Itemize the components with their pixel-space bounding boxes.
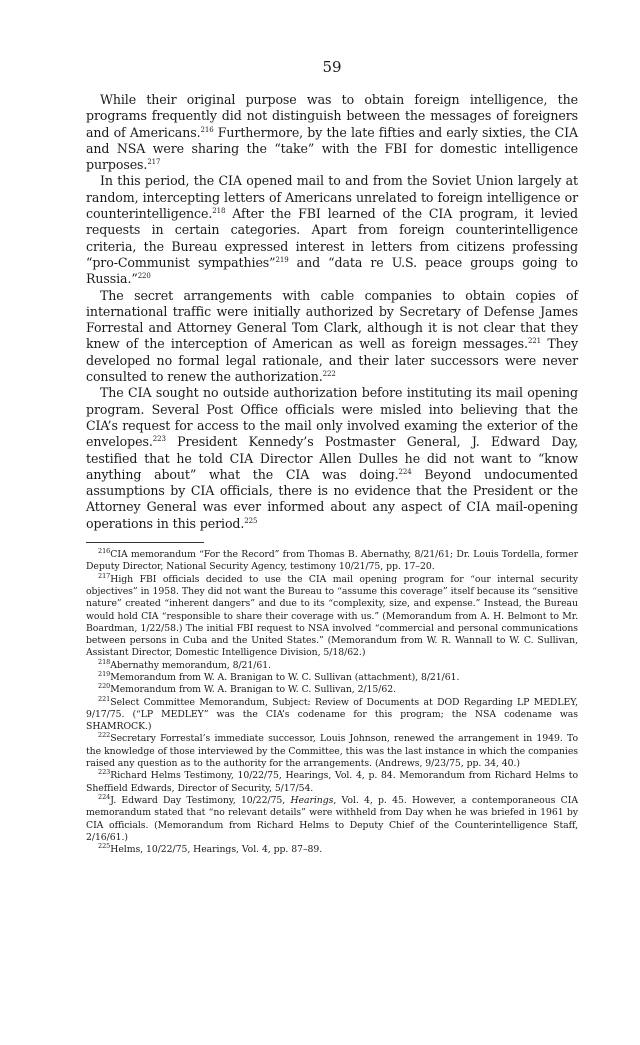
paragraph-3: The secret arrangements with cable companies to obtain copies of international traffic were initially authorized by Secretary of Defense James Forrestal and Attorney General Tom Clark, although it is not clear that they knew of the interception of American as well as foreign messages.$^{221}$ They developed no formal legal rationale, and their later successors were never consulted to renew the authorization.$^{222}$ bbox=[86, 287, 578, 385]
footnote-ref-220[interactable]: 220 bbox=[137, 272, 151, 281]
footnote-divider bbox=[86, 542, 204, 543]
footnote-ref-221[interactable]: 221 bbox=[527, 337, 541, 346]
footnote-ref-219[interactable]: 219 bbox=[275, 255, 289, 264]
footnote-ref-223[interactable]: 223 bbox=[152, 435, 166, 444]
paragraph-1: While their original purpose was to obtain foreign intelligence, the programs frequently did not distinguish between the messages of foreigners and of Americans.$^{216}$ Furthermore, by the late fifties and early sixties, the CIA and NSA were sharing the “take” with the FBI for domestic intelligence purposes.$^{217}$ bbox=[86, 92, 578, 173]
footnote-ref-217[interactable]: 217 bbox=[147, 158, 161, 166]
footnote-225: $^{225}$Helms, 10/22/75, Hearings, Vol. 4, pp. 87–89. bbox=[98, 842, 323, 856]
footnote-219: $^{219}$Memorandum from W. A. Branigan to W. C. Sullivan (attachment), 8/21/61. bbox=[98, 669, 460, 683]
footnote-224: $^{224}$J. Edward Day Testimony, 10/22/75, Hearings, Vol. 4, p. 45. However, a contemporaneous CIA memorandum stated that “no relevant details” were withheld from Day when he was briefed in 1961 by CIA officials. (Memorandum from Richard Helms to Deputy Chief of the Counterintelligence Staff, 2/16/61.) bbox=[86, 792, 579, 843]
footnote-220: $^{220}$Memorandum from W. A. Branigan to W. C. Sullivan, 2/15/62. bbox=[98, 682, 397, 696]
footnote-218: $^{218}$Abernathy memorandum, 8/21/61. bbox=[98, 657, 272, 671]
document-page bbox=[86, 58, 578, 856]
footnote-ref-224[interactable]: 224 bbox=[398, 467, 412, 476]
footnote-ref-222[interactable]: 222 bbox=[322, 369, 336, 378]
page-number: 59 bbox=[322, 58, 342, 76]
footnote-216: $^{216}$CIA memorandum “For the Record” from Thomas B. Abernathy, 8/21/61; Dr. Louis Tordella, former Deputy Director, National Security Agency, testimony 10/21/75, pp. 17–20. bbox=[86, 546, 578, 573]
footnote-ref-218[interactable]: 218 bbox=[212, 206, 226, 215]
footnote-221: $^{221}$Select Committee Memorandum, Subject: Review of Documents at DOD Regarding LP MEDLEY, 9/17/75. (“LP MEDLEY” was the CIA’s codename for this program; the NSA codename was SHAMROCK.) bbox=[86, 694, 578, 733]
paragraph-4: The CIA sought no outside authorization before instituting its mail opening program. Several Post Office officials were misled into believing that the CIA’s request for access to the mail only involved examing the exterior of the envelopes.$^{223}$ President Kennedy’s Postmaster General, J. Edward Day, testified that he told CIA Director Allen Dulles he did not want to “know anything about” what the CIA was doing.$^{224}$ Beyond undocumented assumptions by CIA officials, there is no evidence that the President or the Attorney General was ever informed about any aspect of CIA mail-opening operations in this period.$^{225}$ bbox=[86, 385, 578, 531]
footnote-ref-216[interactable]: 216 bbox=[200, 125, 214, 134]
body-text bbox=[86, 92, 578, 532]
footnotes bbox=[86, 546, 579, 856]
paragraph-2: In this period, the CIA opened mail to and from the Soviet Union largely at random, intercepting letters of Americans unrelated to foreign intelligence or counterintelligence.$^{218}$ After the FBI learned of the CIA program, it levied requests in certain categories. Apart from foreign counterintelligence criteria, the Bureau expressed interest in letters from citizens professing “pro-Communist sympathies”$^{219}$ and “data re U.S. peace groups going to Russia.”$^{220}$ bbox=[86, 173, 578, 287]
footnote-ref-225[interactable]: 225 bbox=[244, 516, 258, 525]
footnote-217: $^{217}$High FBI officials decided to use the CIA mail opening program for “our internal security objectives” in 1958. They did not want the Bureau to “assume this coverage” itself because its “sensitive nature” created “inherent dangers” and due to its “complexity, size, and expense.” Instead, the Bureau would hold CIA “responsible to share their coverage with us.” (Memorandum from A. H. Belmont to Mr. Boardman, 1/22/58.) The initial FBI request to NSA involved “commercial and personal communications between persons in Cuba and the United States.” (Memorandum from W. R. Wannall to W. C. Sullivan, Assistant Director, Domestic Intelligence Division, 5/18/62.) bbox=[86, 571, 578, 659]
footnote-222: $^{222}$Secretary Forrestal’s immediate successor, Louis Johnson, renewed the arrangement in 1949. To the knowledge of those interviewed by the Committee, this was the last instance in which the companies raised any question as to the authority for the arrangements. (Andrews, 9/23/75, pp. 34, 40.) bbox=[86, 731, 578, 770]
footnote-223: $^{223}$Richard Helms Testimony, 10/22/75, Hearings, Vol. 4, p. 84. Memorandum from Richard Helms to Sheffield Edwards, Director of Security, 5/17/54. bbox=[86, 768, 578, 794]
